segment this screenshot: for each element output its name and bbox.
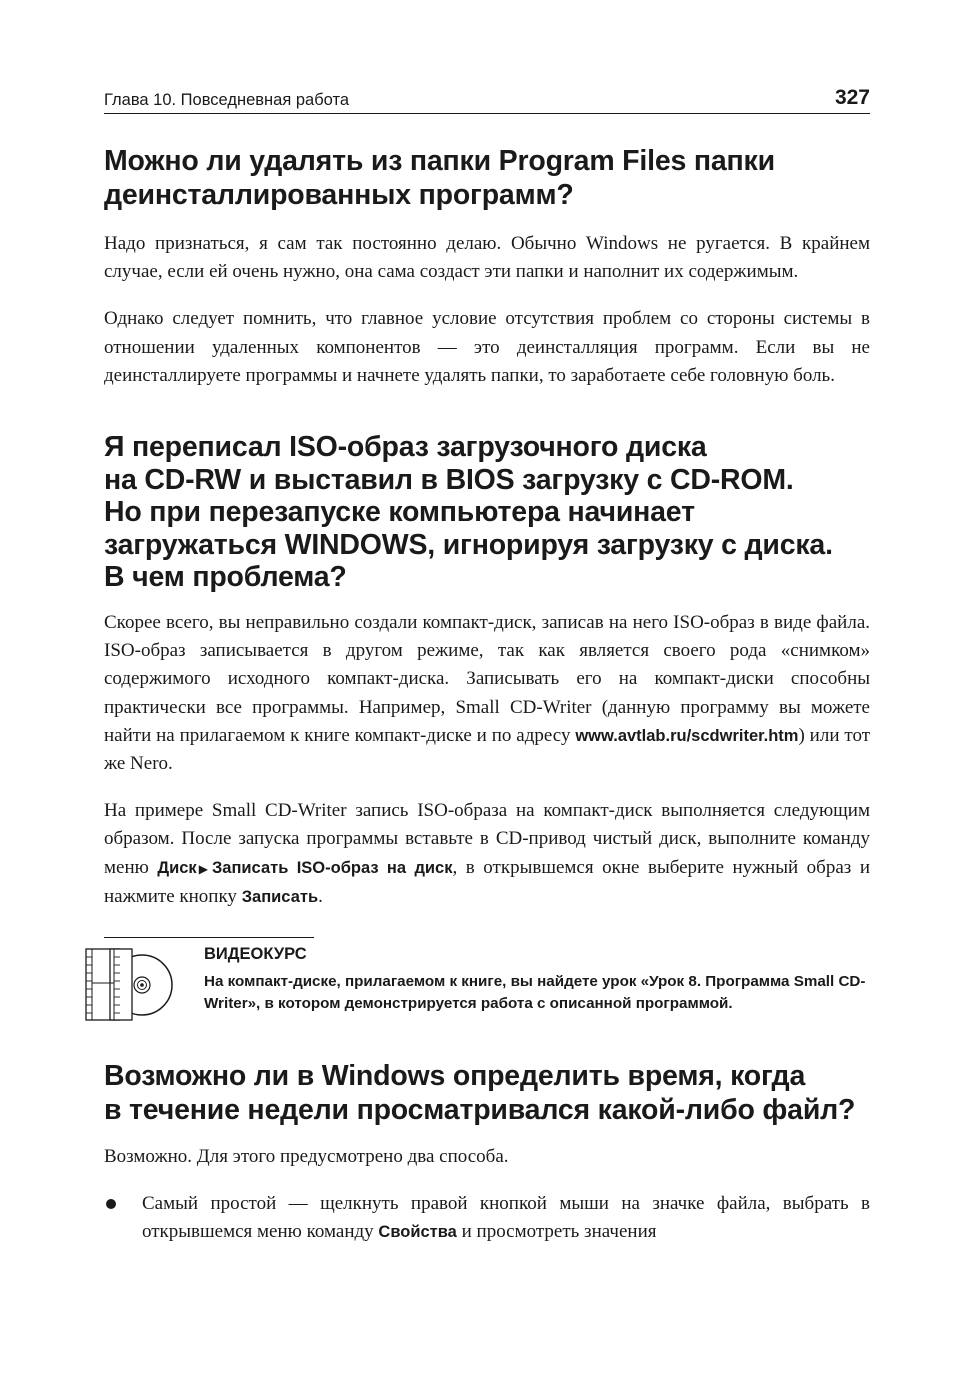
text: Скорее всего, вы неправильно создали компакт-диск, записав на него ISO-образ в виде файла. ISO-образ записывается в другом режиме, так как является своего рода «снимком» содержимого исходного компакт-диска. Записывать его на компакт-диски способны практически все программы. Например, Small CD-Writer (данную программу вы можете найти на прилагаемом к книге компакт-диске и по адресу <box>104 611 870 746</box>
heading-line: на CD-RW и выставил в BIOS загрузку с CD-ROM. <box>104 463 794 496</box>
chapter-title: Глава 10. Повседневная работа <box>104 91 350 109</box>
heading-line: В чем проблема? <box>104 561 347 594</box>
heading-line: в течение недели просматривался какой-либо файл? <box>104 1094 856 1127</box>
menu-command: Записать ISO-образ на диск <box>211 858 453 877</box>
paragraph <box>104 609 870 778</box>
paragraph: Надо признаться, я сам так постоянно делаю. Обычно Windows не ругается. В крайнем случае, если ей очень нужно, она сама создаст эти папки и наполнит их содержимым. <box>104 233 870 283</box>
book-page <box>104 86 870 1247</box>
url-text: www.avtlab.ru/scdwriter.htm <box>575 726 799 745</box>
heading-line: Возможно ли в Windows определить время, когда <box>104 1060 806 1093</box>
text: . <box>318 885 323 907</box>
film-disc-icon <box>84 947 184 1022</box>
text: и просмотреть значения <box>456 1221 657 1243</box>
bullet-item <box>104 1190 870 1246</box>
page-number: 327 <box>834 86 870 109</box>
text: На примере Small CD-Writer запись ISO-образа на компакт-диск выполняется следующим образом. После запуска программы вставьте в CD-привод чистый диск, выполните команду меню <box>104 800 870 878</box>
section-heading <box>104 144 870 212</box>
bullet-dot-icon <box>106 1199 116 1209</box>
menu-arrow-icon: ▶ <box>198 861 208 876</box>
text: Самый простой — щелкнуть правой кнопкой мыши на значке файла, выбрать в открывшемся меню команду <box>142 1193 870 1243</box>
heading-line: Я переписал ISO-образ загрузочного диска <box>104 431 707 464</box>
section-heading <box>104 1059 870 1127</box>
videocourse-box <box>104 937 870 1029</box>
button-name: Записать <box>241 887 319 906</box>
section-heading <box>104 431 870 594</box>
text: , в открывшемся окне выберите нужный образ и нажмите кнопку <box>104 856 870 907</box>
heading-line: деинсталлированных программ? <box>104 179 574 211</box>
paragraph: Возможно. Для этого предусмотрено два способа. <box>104 1146 509 1168</box>
paragraph: Однако следует помнить, что главное условие отсутствия проблем со стороны системы в отношении удаленных компонентов — это деинсталляция программ. Если вы не деинсталлируете программы и начнете удалять папки, то заработаете себе головную боль. <box>104 308 870 386</box>
text: ) или тот же Nero. <box>104 724 870 774</box>
heading-line: Можно ли удалять из папки Program Files папки <box>104 145 775 177</box>
running-head <box>104 86 870 114</box>
menu-command: Диск <box>157 858 197 877</box>
paragraph <box>104 797 870 911</box>
menu-command: Свойства <box>378 1223 457 1242</box>
videocourse-title: ВИДЕОКУРС <box>204 945 307 964</box>
heading-line: загружаться WINDOWS, игнорируя загрузку с диска. <box>104 528 833 561</box>
divider <box>104 937 314 938</box>
videocourse-text <box>204 943 872 1015</box>
videocourse-description: На компакт-диске, прилагаемом к книге, вы найдете урок «Урок 8. Программа Small CD-Writer», в котором демонстрируется работа с описанной программой. <box>204 973 866 1013</box>
heading-line: Но при перезапуске компьютера начинает <box>104 496 695 529</box>
